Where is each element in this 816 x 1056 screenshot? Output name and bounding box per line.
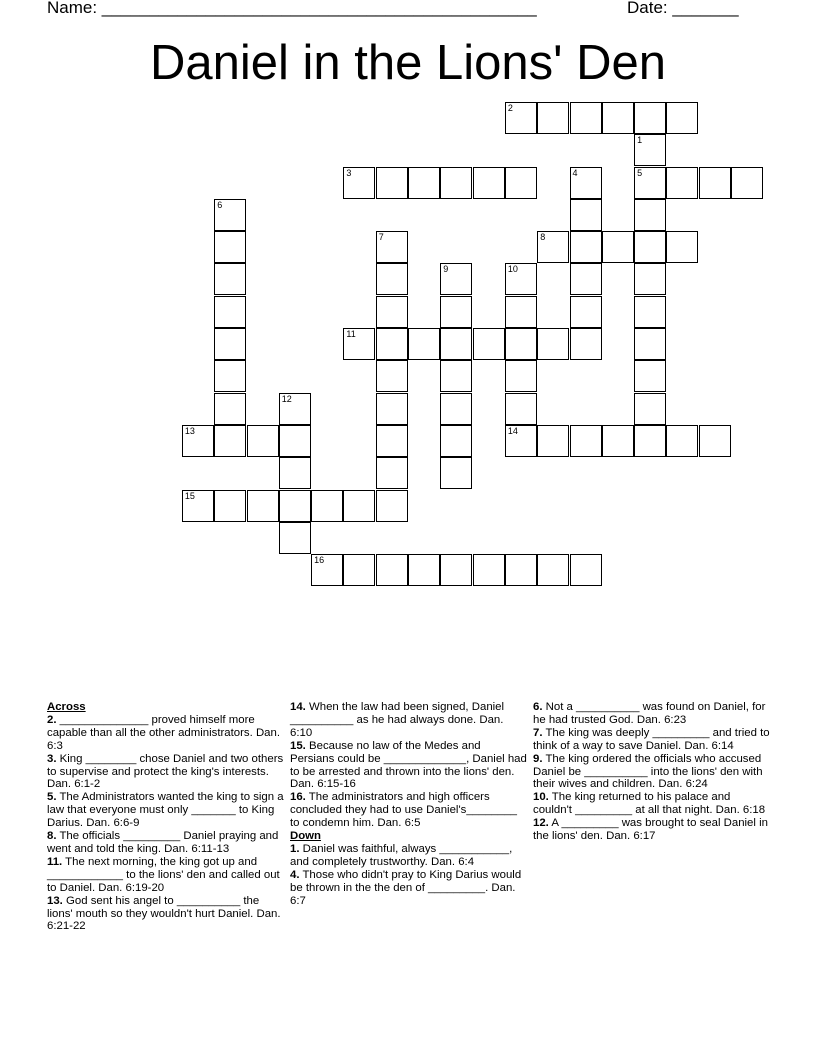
- clue-text: ______________ proved himself more capable than all the other administrators. Dan. 6:3: [47, 713, 281, 752]
- crossword-cell[interactable]: [570, 263, 602, 295]
- crossword-cell[interactable]: [634, 167, 666, 199]
- crossword-cell[interactable]: [537, 425, 569, 457]
- crossword-cell[interactable]: [440, 425, 472, 457]
- crossword-cell[interactable]: [343, 490, 375, 522]
- cell-number: 5: [637, 167, 643, 178]
- clue-text: Not a __________ was found on Daniel, for he had trusted God. Dan. 6:23: [533, 701, 766, 726]
- clue-column-1: [47, 701, 284, 933]
- crossword-cell[interactable]: [473, 328, 505, 360]
- clue-number: 8.: [47, 830, 57, 843]
- crossword-cell[interactable]: [408, 167, 440, 199]
- cell-number: 10: [507, 264, 518, 275]
- clue-number: 5.: [47, 791, 57, 804]
- crossword-cell[interactable]: [473, 167, 505, 199]
- crossword-cell[interactable]: [570, 199, 602, 231]
- crossword-cell[interactable]: [343, 167, 375, 199]
- clue-number: 1.: [290, 842, 300, 855]
- crossword-cell[interactable]: [440, 457, 472, 489]
- crossword-cell[interactable]: [279, 393, 311, 425]
- crossword-cell[interactable]: [634, 296, 666, 328]
- cell-number: 4: [572, 167, 578, 178]
- crossword-cell[interactable]: [311, 490, 343, 522]
- date-field-label: Date: _______: [627, 0, 739, 17]
- crossword-cell[interactable]: [602, 425, 634, 457]
- crossword-cell[interactable]: [634, 199, 666, 231]
- page-title: Daniel in the Lions' Den: [149, 36, 666, 90]
- crossword-cell[interactable]: [247, 425, 279, 457]
- crossword-cell[interactable]: [440, 360, 472, 392]
- clue-column-2: [290, 701, 527, 908]
- crossword-cell[interactable]: [570, 296, 602, 328]
- cell-number: 15: [184, 490, 195, 501]
- crossword-cell[interactable]: [634, 263, 666, 295]
- across-heading: Across: [47, 701, 86, 713]
- crossword-cell[interactable]: [214, 328, 246, 360]
- crossword-cell[interactable]: [376, 393, 408, 425]
- cell-number: 14: [507, 425, 518, 436]
- clue-number: 4.: [290, 868, 300, 881]
- crossword-cell[interactable]: [505, 328, 537, 360]
- crossword-cell[interactable]: [505, 263, 537, 295]
- crossword-cell[interactable]: [634, 231, 666, 263]
- crossword-cell[interactable]: [570, 231, 602, 263]
- crossword-cell[interactable]: [376, 490, 408, 522]
- clue-text: The king ordered the officials who accused Daniel be __________ into the lions' den with their wives and children. Dan. 6:24: [533, 752, 763, 791]
- cell-number: 6: [217, 199, 223, 210]
- clue-number: 6.: [533, 701, 543, 713]
- clue-column-3: [533, 701, 770, 843]
- cell-number: 9: [443, 264, 449, 275]
- clue-number: 10.: [533, 791, 549, 804]
- crossword-cell[interactable]: [376, 328, 408, 360]
- clue-text: King ________ chose Daniel and two others to supervise and protect the king's interests. Dan. 6:1-2: [47, 752, 284, 791]
- crossword-cell[interactable]: [666, 167, 698, 199]
- crossword-cell[interactable]: [376, 360, 408, 392]
- crossword-cell[interactable]: [537, 231, 569, 263]
- cell-number: 12: [281, 393, 292, 404]
- clue-number: 11.: [47, 855, 63, 868]
- across-clue: [47, 753, 284, 792]
- clue-text: Because no law of the Medes and Persians could be _____________, Daniel had to be arrested and thrown into the lions' den. Dan. 6:15-16: [290, 739, 527, 791]
- across-clue: [290, 701, 527, 740]
- name-field-label: Name: ______________________________________________: [47, 0, 537, 17]
- clue-number: 15.: [290, 739, 306, 752]
- crossword-cell[interactable]: [440, 167, 472, 199]
- crossword-cell[interactable]: [699, 425, 731, 457]
- crossword-cell[interactable]: [182, 425, 214, 457]
- crossword-cell[interactable]: [570, 328, 602, 360]
- clue-number: 14.: [290, 701, 306, 713]
- crossword-cell[interactable]: [214, 393, 246, 425]
- down-clue: [533, 753, 770, 792]
- crossword-cell[interactable]: [666, 102, 698, 134]
- cell-number: 7: [378, 232, 384, 243]
- down-clue: [533, 791, 770, 817]
- crossword-cell[interactable]: [376, 425, 408, 457]
- crossword-cell[interactable]: [666, 231, 698, 263]
- clue-text: The Administrators wanted the king to sign a law that everyone must only _______ to King Darius. Dan. 6:6-9: [47, 791, 284, 830]
- clue-number: 7.: [533, 726, 543, 739]
- crossword-cell[interactable]: [570, 102, 602, 134]
- crossword-cell[interactable]: [505, 102, 537, 134]
- crossword-cell[interactable]: [634, 360, 666, 392]
- crossword-cell[interactable]: [440, 263, 472, 295]
- crossword-cell[interactable]: [279, 457, 311, 489]
- crossword-cell[interactable]: [505, 393, 537, 425]
- clue-text: The next morning, the king got up and ____________ to the lions' den and called out to Daniel. Dan. 6:19-20: [47, 855, 280, 894]
- clue-number: 2.: [47, 713, 57, 726]
- crossword-cell[interactable]: [343, 328, 375, 360]
- crossword-cell[interactable]: [731, 167, 763, 199]
- cell-number: 8: [540, 232, 546, 243]
- crossword-cell[interactable]: [537, 328, 569, 360]
- crossword-cell[interactable]: [214, 360, 246, 392]
- crossword-cell[interactable]: [505, 167, 537, 199]
- crossword-cell[interactable]: [537, 554, 569, 586]
- clue-number: 3.: [47, 752, 57, 765]
- clue-text: The king returned to his palace and couldn't _________ at all that night. Dan. 6:18: [533, 791, 766, 817]
- crossword-cell[interactable]: [440, 554, 472, 586]
- crossword-cell[interactable]: [634, 102, 666, 134]
- crossword-cell[interactable]: [440, 393, 472, 425]
- crossword-cell[interactable]: [376, 554, 408, 586]
- crossword-cell[interactable]: [634, 425, 666, 457]
- crossword-cell[interactable]: [505, 360, 537, 392]
- clue-text: Daniel was faithful, always ___________, and completely trustworthy. Dan. 6:4: [290, 842, 513, 868]
- crossword-cell[interactable]: [376, 457, 408, 489]
- crossword-cell[interactable]: [666, 425, 698, 457]
- crossword-cell[interactable]: [376, 167, 408, 199]
- clue-number: 16.: [290, 791, 306, 804]
- cell-number: 13: [184, 425, 195, 436]
- crossword-cell[interactable]: [408, 554, 440, 586]
- clue-number: 12.: [533, 817, 549, 830]
- crossword-cell[interactable]: [376, 296, 408, 328]
- cell-number: 16: [314, 555, 325, 566]
- crossword-cell[interactable]: [214, 296, 246, 328]
- crossword-cell[interactable]: [214, 263, 246, 295]
- clue-text: The king was deeply _________ and tried to think of a way to save Daniel. Dan. 6:14: [533, 726, 770, 752]
- cell-number: 1: [637, 135, 643, 146]
- crossword-cell[interactable]: [343, 554, 375, 586]
- crossword-cell[interactable]: [279, 522, 311, 554]
- across-clue: [47, 791, 284, 830]
- crossword-cell[interactable]: [247, 490, 279, 522]
- across-clue: [290, 740, 527, 792]
- crossword-cell[interactable]: [602, 231, 634, 263]
- across-clue: [47, 856, 284, 895]
- down-clue: [533, 817, 770, 843]
- crossword-cell[interactable]: [505, 296, 537, 328]
- crossword-cell[interactable]: [440, 328, 472, 360]
- across-clue: [47, 714, 284, 753]
- across-clue: [47, 895, 284, 934]
- crossword-cell[interactable]: [634, 328, 666, 360]
- clue-text: When the law had been signed, Daniel __________ as he had always done. Dan. 6:10: [290, 701, 505, 739]
- clue-text: The administrators and high officers concluded they had to use Daniel's________ to condemn him. Dan. 6:5: [290, 791, 517, 830]
- crossword-cell[interactable]: [279, 490, 311, 522]
- clue-text: Those who didn't pray to King Darius would be thrown in the the den of _________. Dan. 6:7: [290, 868, 522, 907]
- crossword-cell[interactable]: [570, 167, 602, 199]
- crossword-cell[interactable]: [182, 490, 214, 522]
- crossword-cell[interactable]: [214, 231, 246, 263]
- across-clue: [290, 791, 527, 830]
- clue-text: God sent his angel to __________ the lions' mouth so they wouldn't hurt Daniel. Dan. 6:21-22: [47, 894, 281, 933]
- down-clue: [533, 727, 770, 753]
- crossword-cell[interactable]: [214, 490, 246, 522]
- across-clue: [47, 830, 284, 856]
- crossword-cell[interactable]: [634, 134, 666, 166]
- down-clue: [290, 869, 527, 908]
- crossword-cell[interactable]: [279, 425, 311, 457]
- crossword-cell[interactable]: [505, 425, 537, 457]
- down-clue: [533, 701, 770, 727]
- cell-number: 2: [507, 102, 513, 113]
- crossword-cell[interactable]: [570, 425, 602, 457]
- cell-number: 3: [346, 167, 352, 178]
- clue-number: 13.: [47, 894, 63, 907]
- crossword-cell[interactable]: [570, 554, 602, 586]
- crossword-cell[interactable]: [537, 102, 569, 134]
- crossword-cell[interactable]: [214, 425, 246, 457]
- crossword-cell[interactable]: [376, 231, 408, 263]
- crossword-cell[interactable]: [634, 393, 666, 425]
- crossword-cell[interactable]: [505, 554, 537, 586]
- clue-text: A _________ was brought to seal Daniel in the lions' den. Dan. 6:17: [533, 817, 768, 843]
- clue-text: The officials _________ Daniel praying and went and told the king. Dan. 6:11-13: [47, 830, 279, 855]
- crossword-cell[interactable]: [408, 328, 440, 360]
- crossword-cell[interactable]: [699, 167, 731, 199]
- crossword-cell[interactable]: [473, 554, 505, 586]
- crossword-cell[interactable]: [376, 263, 408, 295]
- crossword-cell[interactable]: [602, 102, 634, 134]
- crossword-cell[interactable]: [440, 296, 472, 328]
- down-clue: [290, 843, 527, 869]
- clue-number: 9.: [533, 752, 543, 765]
- crossword-cell[interactable]: [214, 199, 246, 231]
- down-heading: Down: [290, 830, 322, 843]
- cell-number: 11: [346, 329, 356, 339]
- crossword-cell[interactable]: [311, 554, 343, 586]
